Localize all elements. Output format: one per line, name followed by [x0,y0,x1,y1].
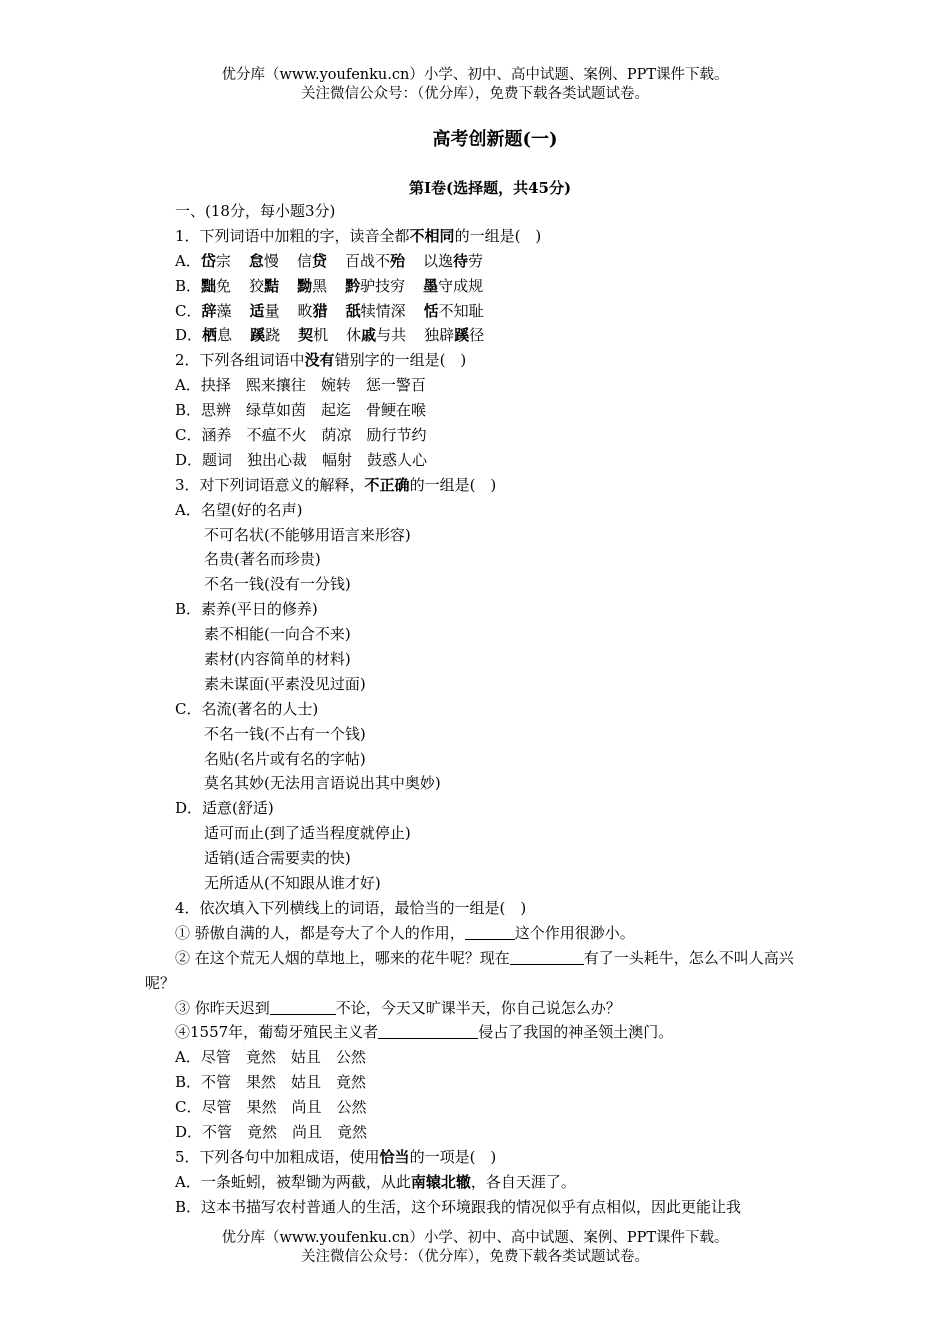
question-3-option-d-item: 适可而止(到了适当程度就停止) [204,824,411,843]
question-1-option-a [145,249,810,274]
bold-char: 恬 [423,301,439,320]
option-label: B． [175,276,202,295]
question-3-option-c-item: 不名一钱(不占有一个钱) [204,724,366,743]
fill-blank [465,925,515,940]
bold-char: 殆 [389,251,405,270]
word-part: 犊情深 [360,301,406,320]
word-part: 不知耻 [438,301,484,320]
bold-char: 待 [452,251,468,270]
word-group [201,274,231,299]
word-part: 百战不 [344,251,390,270]
question-4-stem: 4．依次填入下列横线上的词语，最恰当的一组是( ) [175,898,527,917]
bold-char: 戚 [361,326,377,345]
word-part: 量 [264,301,280,320]
question-3-option-c-item: 名贴(名片或有名的字帖) [204,749,366,768]
question-3-option-d-item: 适销(适合需要卖的快) [204,849,351,868]
exam-content [145,199,810,1220]
bold-char: 适 [249,301,265,320]
question-3-option-d: D．适意(舒适) [175,799,274,818]
word-part: 独辟 [424,326,455,345]
word-group [201,299,231,324]
word-group [423,249,483,274]
page-title: 高考创新题(一) [432,129,558,150]
question-2-option-c: C．涵养 不瘟不火 荫凉 励行节约 [175,426,427,445]
page-footer [0,1229,950,1267]
question-4-sentence-3: ③ 你昨天迟到 不论，今天又旷课半天，你自己说怎么办？ [175,998,621,1017]
fill-blank [378,1024,478,1039]
bold-char: 舐 [345,301,361,320]
question-3-option-c-item: 莫名其妙(无法用言语说出其中奥妙) [204,774,441,793]
bold-char: 黠 [264,276,280,295]
section-heading: 一、(18分，每小题3分) [175,202,336,220]
bold-char: 黔 [345,276,361,295]
footer-line-1: 优分库（www.youfenku.cn）小学、初中、高中试题、案例、PPT课件下载。 [221,1230,729,1246]
question-4-option-c: C．尽管 果然 尚且 公然 [175,1098,367,1117]
header-line-1: 优分库（www.youfenku.cn）小学、初中、高中试题、案例、PPT课件下载。 [221,67,729,83]
word-group [250,299,280,324]
question-4-option-b: B．不管 果然 姑且 竟然 [175,1073,367,1092]
word-part: 信 [296,251,312,270]
word-group [250,323,280,348]
question-3-option-a-item: 不可名状(不能够用语言来形容) [204,525,411,544]
question-4-sentence-1: ① 骄傲自满的人，都是夸大了个人的作用， 这个作用很渺小。 [175,923,635,942]
header-line-2: 关注微信公众号：（优分库），免费下载各类试题试卷。 [301,86,649,102]
option-label: A． [175,251,201,270]
word-group [345,249,405,274]
word-part: 慢 [263,251,279,270]
question-5-stem: 5．下列各句中加粗成语，使用恰当的一项是( ) [175,1147,497,1166]
word-group [424,323,484,348]
word-part: 劳 [468,251,484,270]
option-label: C． [175,301,202,320]
question-3-option-a-item: 不名一钱(没有一分钱) [204,575,351,594]
bold-char: 墨 [423,276,439,295]
question-3-option-a: A．名望(好的名声) [175,500,303,519]
word-part: 息 [217,326,233,345]
question-3-option-b-item: 素不相能(一向合不来) [204,625,351,644]
word-group [249,249,279,274]
word-part: 免 [216,276,232,295]
bold-char: 栖 [202,326,218,345]
word-group [249,274,279,299]
word-group [298,299,328,324]
question-1-option-b [145,274,810,299]
question-3-option-b-item: 素材(内容简单的材料) [204,650,351,669]
question-1-option-c [145,299,810,324]
bold-char: 黝 [297,276,313,295]
question-3-stem: 3．对下列词语意义的解释，不正确的一组是( ) [175,475,497,494]
bold-char: 猎 [312,301,328,320]
word-group [423,274,483,299]
question-2-option-a: A．抉择 熙来攘往 婉转 惩一警百 [175,376,426,395]
word-group [345,274,405,299]
word-part: 机 [313,326,329,345]
bold-char: 贷 [311,251,327,270]
word-part: 跷 [265,326,281,345]
question-2-stem: 2．下列各组词语中没有错别字的一组是( ) [175,351,467,370]
bold-char: 怠 [248,251,264,270]
question-2-option-d: D．题词 独出心裁 幅射 鼓惑人心 [175,450,428,469]
page-subtitle: 第Ⅰ卷(选择题，共45分) [408,179,572,197]
question-3-option-b-item: 素未谋面(平素没见过面) [204,674,366,693]
word-part: 黑 [312,276,328,295]
word-part: 狡 [249,276,265,295]
word-part: 宗 [215,251,231,270]
question-4-option-d: D．不管 竟然 尚且 竟然 [175,1122,368,1141]
question-3-option-a-item: 名贵(著名而珍贵) [204,550,321,569]
word-part: 以逸 [422,251,453,270]
bold-char: 辞 [201,301,217,320]
page-header [0,66,950,104]
question-1-stem: 1．下列词语中加粗的字，读音全都不相同的一组是( ) [175,226,542,245]
word-group [297,274,327,299]
word-group [346,323,406,348]
word-group [424,299,484,324]
question-5-option-b: B．这本书描写农村普通人的生活，这个环境跟我的情况似乎有点相似，因此更能让我 [175,1197,742,1216]
word-part: 守成规 [438,276,484,295]
question-1-option-d [145,323,810,348]
footer-line-2: 关注微信公众号：（优分库），免费下载各类试题试卷。 [301,1249,649,1265]
bold-char: 契 [298,326,314,345]
word-part: 畋 [297,301,313,320]
question-3-option-d-item: 无所适从(不知跟从谁才好) [204,874,381,893]
bold-char: 蹊 [454,326,470,345]
question-4-option-a: A．尽管 竟然 姑且 公然 [175,1048,366,1067]
word-group [202,323,232,348]
question-5-option-a: A．一条蚯蚓，被犁锄为两截，从此南辕北辙，各自天涯了。 [175,1172,576,1191]
question-4-sentence-2: ② 在这个荒无人烟的草地上，哪来的花牛呢？现在 有了一头耗牛，怎么不叫人高兴呢？ [145,948,794,992]
word-group [297,249,327,274]
question-2-option-b: B．思辨 绿草如茵 起迄 骨鲠在喉 [175,401,427,420]
question-3-option-b: B．素养(平日的修养) [175,600,318,619]
word-group [201,249,231,274]
fill-blank [510,950,584,965]
question-3-option-c: C．名流(著名的人士) [175,699,319,718]
bold-char: 黜 [201,276,217,295]
word-part: 驴技穷 [360,276,406,295]
word-part: 休 [346,326,362,345]
bold-char: 岱 [200,251,216,270]
word-part: 径 [469,326,485,345]
word-part: 与共 [376,326,407,345]
bold-char: 蹊 [250,326,266,345]
fill-blank [270,1000,336,1015]
question-4-sentence-4: ④1557年，葡萄牙殖民主义者 侵占了我国的神圣领土澳门。 [175,1023,674,1042]
word-group [298,323,328,348]
word-part: 藻 [216,301,232,320]
option-label: D． [175,326,203,345]
word-group [346,299,406,324]
